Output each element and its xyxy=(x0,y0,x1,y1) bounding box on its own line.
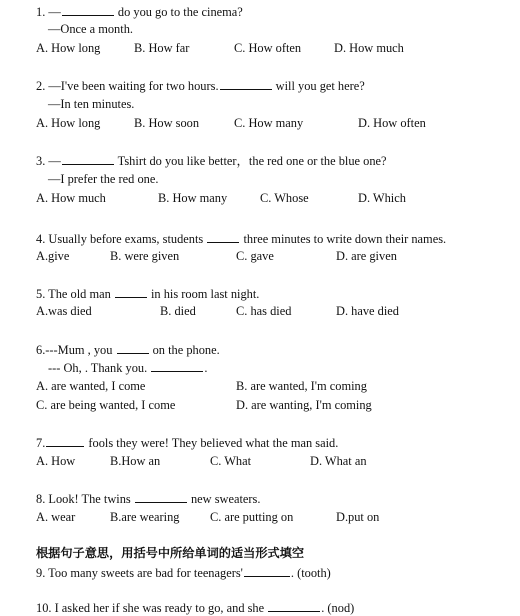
fill-9-end: . (tooth) xyxy=(290,566,331,580)
q3-stem-start: 3. — xyxy=(36,154,61,168)
q4-option-c: C. gave xyxy=(236,249,274,263)
q7-stem-start: 7. xyxy=(36,436,46,450)
q3-option-d: D. Which xyxy=(358,191,406,205)
q6-blank-1 xyxy=(117,341,149,354)
q8-option-d: D.put on xyxy=(336,510,380,524)
q8-stem-start: 8. Look! The twins xyxy=(36,492,134,506)
q1-option-a: A. How long xyxy=(36,41,101,55)
fill-10-start: 10. I asked her if she was ready to go, and she xyxy=(36,601,268,615)
q8-stem-end: new sweaters. xyxy=(187,492,261,506)
q1-option-c: C. How often xyxy=(234,41,302,55)
q4-stem-end: three minutes to write down their names. xyxy=(240,232,447,246)
q3-blank xyxy=(62,152,114,165)
q6-option-a: A. are wanted, I come xyxy=(36,379,146,393)
q5-blank xyxy=(115,285,147,298)
q1-option-b: B. How far xyxy=(134,41,190,55)
q4-option-b: B. were given xyxy=(110,249,180,263)
q5-option-a: A.was died xyxy=(36,304,92,318)
q7-option-b: B.How an xyxy=(110,454,161,468)
fill-10-end: . (nod) xyxy=(321,601,355,615)
q6-option-b: B. are wanted, I'm coming xyxy=(236,379,367,393)
q3-option-a: A. How much xyxy=(36,191,106,205)
q1-stem-start: 1. — xyxy=(36,5,61,19)
q1-blank xyxy=(62,3,114,16)
q6-option-d: D. are wanting, I'm coming xyxy=(236,398,372,412)
q6-option-c: C. are being wanted, I come xyxy=(36,398,176,412)
q4-stem-start: 4. Usually before exams, students xyxy=(36,232,207,246)
q6-stem-start: 6.---Mum , you xyxy=(36,343,116,357)
q2-stem-end: will you get here? xyxy=(272,79,365,93)
q7-option-c: C. What xyxy=(210,454,252,468)
q5-stem-start: 5. The old man xyxy=(36,287,114,301)
q6-blank-2 xyxy=(151,359,203,372)
q4-blank xyxy=(207,230,239,243)
q8-blank xyxy=(135,490,187,503)
q3-option-b: B. How many xyxy=(158,191,228,205)
q7-option-d: D. What an xyxy=(310,454,367,468)
q3-answer-text: —I prefer the red one. xyxy=(48,172,159,186)
q2-answer-text: —In ten minutes. xyxy=(48,97,135,111)
q8-option-b: B.are wearing xyxy=(110,510,180,524)
fill-9-start: 9. Too many sweets are bad for teenagers' xyxy=(36,566,243,580)
q2-option-c: C. How many xyxy=(234,116,304,130)
q3-option-c: C. Whose xyxy=(260,191,309,205)
q5-option-b: B. died xyxy=(160,304,196,318)
q5-option-d: D. have died xyxy=(336,304,399,318)
q6-answer-start: --- Oh, . Thank you. xyxy=(48,361,151,375)
q5-stem-end: in his room last night. xyxy=(147,287,260,301)
q2-option-b: B. How soon xyxy=(134,116,200,130)
q1-answer-text: —Once a month. xyxy=(48,22,133,36)
q6-answer-end: . xyxy=(204,361,208,375)
fill-9-blank xyxy=(244,564,290,577)
q2-blank xyxy=(220,77,272,90)
q4-option-a: A.give xyxy=(36,249,70,263)
q4-option-d: D. are given xyxy=(336,249,397,263)
section-title-text: 根据句子意思，用括号中所给单词的适当形式填空 xyxy=(36,546,305,560)
q7-option-a: A. How xyxy=(36,454,76,468)
q1-option-d: D. How much xyxy=(334,41,404,55)
q2-stem-start: 2. —I've been waiting for two hours. xyxy=(36,79,219,93)
q1-stem-end: do you go to the cinema? xyxy=(114,5,243,19)
q3-stem-end: Tshirt do you like better，the red one or the blue one? xyxy=(114,154,387,168)
q6-stem-end: on the phone. xyxy=(149,343,220,357)
q2-option-d: D. How often xyxy=(358,116,426,130)
q7-stem-end: fools they were! They believed what the man said. xyxy=(85,436,339,450)
q8-option-a: A. wear xyxy=(36,510,76,524)
fill-10-blank xyxy=(268,599,320,612)
q2-option-a: A. How long xyxy=(36,116,101,130)
q8-option-c: C. are putting on xyxy=(210,510,294,524)
q7-blank xyxy=(46,434,84,447)
q5-option-c: C. has died xyxy=(236,304,292,318)
